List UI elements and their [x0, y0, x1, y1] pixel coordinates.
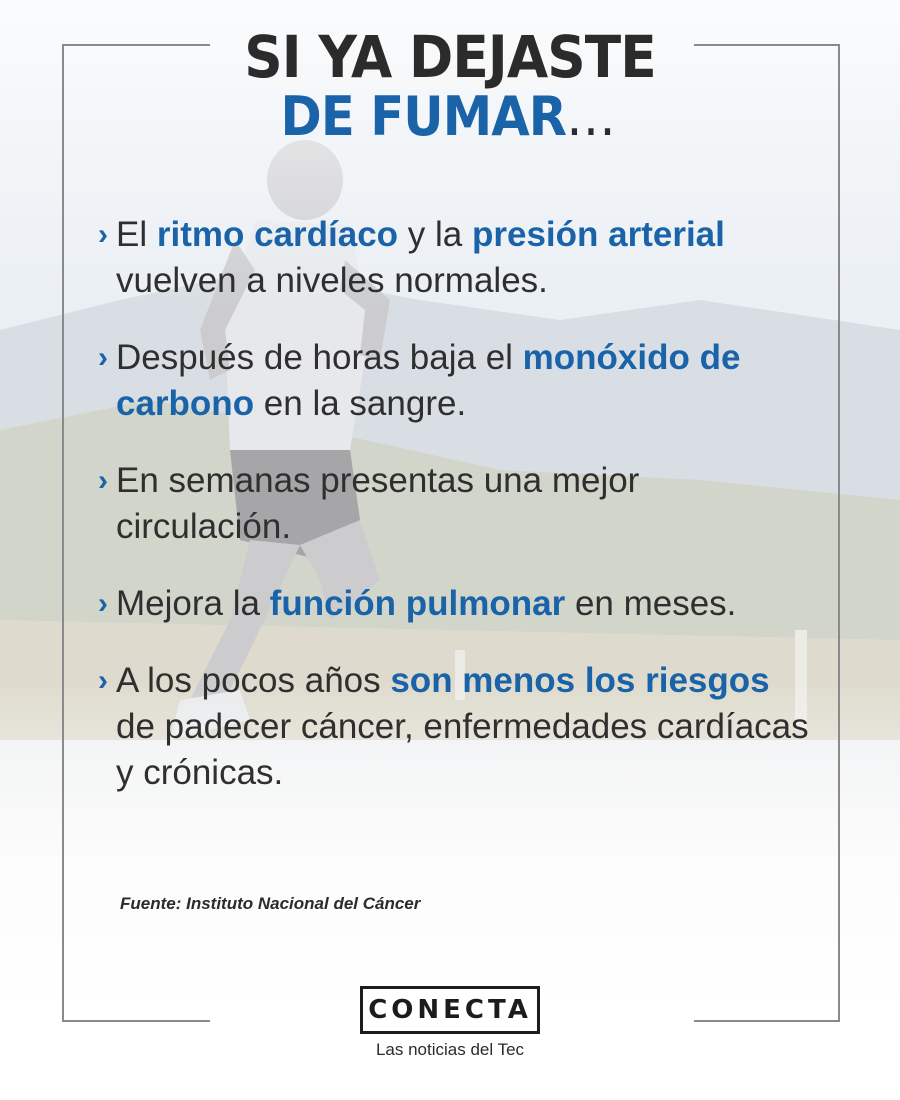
chevron-right-icon: › [98, 587, 108, 620]
benefit-highlight: son menos los riesgos [390, 661, 770, 700]
benefit-highlight: función pulmonar [269, 584, 566, 623]
benefit-text: en meses. [565, 584, 737, 623]
frame-line-bottom-right [694, 1020, 840, 1022]
benefit-highlight: monóxido de carbono [116, 338, 741, 423]
benefit-text: Después de horas baja el [116, 338, 523, 377]
frame-line-right [838, 44, 840, 1022]
benefit-highlight: presión arterial [471, 215, 725, 254]
benefit-item [98, 458, 818, 550]
chevron-right-icon: › [98, 464, 108, 497]
benefit-text: Mejora la [116, 584, 270, 623]
chevron-right-icon: › [98, 341, 108, 374]
title-ellipsis: … [566, 85, 620, 148]
frame-line-left [62, 44, 64, 1022]
page-title-line-2 [36, 85, 864, 148]
logo-wordmark: CONECTA [368, 995, 532, 1025]
source-citation: Fuente: Instituto Nacional del Cáncer [120, 894, 421, 913]
benefit-text: El [116, 215, 157, 254]
benefits-list [98, 212, 818, 827]
benefit-text: en la sangre. [254, 384, 467, 423]
benefit-text: En semanas presentas una mejor circulación. [116, 461, 640, 546]
page-title-line-1: SI YA DEJASTE [244, 23, 656, 91]
page-title-line-2-text: DE FUMAR [280, 85, 567, 148]
benefit-text: A los pocos años [116, 661, 391, 700]
benefit-item [98, 581, 818, 627]
benefit-text: vuelven a niveles normales. [116, 261, 548, 300]
conecta-logo [360, 986, 540, 1034]
benefit-item [98, 335, 818, 427]
chevron-right-icon: › [98, 218, 108, 251]
benefit-text: y la [398, 215, 472, 254]
frame-line-bottom-left [62, 1020, 210, 1022]
chevron-right-icon: › [98, 664, 108, 697]
brand-tagline: Las noticias del Tec [375, 1040, 525, 1059]
benefit-item [98, 212, 818, 304]
benefit-highlight: ritmo cardíaco [156, 215, 399, 254]
benefit-item [98, 658, 818, 796]
benefit-text: de padecer cáncer, enfermedades cardíacas y crónicas. [116, 707, 809, 792]
